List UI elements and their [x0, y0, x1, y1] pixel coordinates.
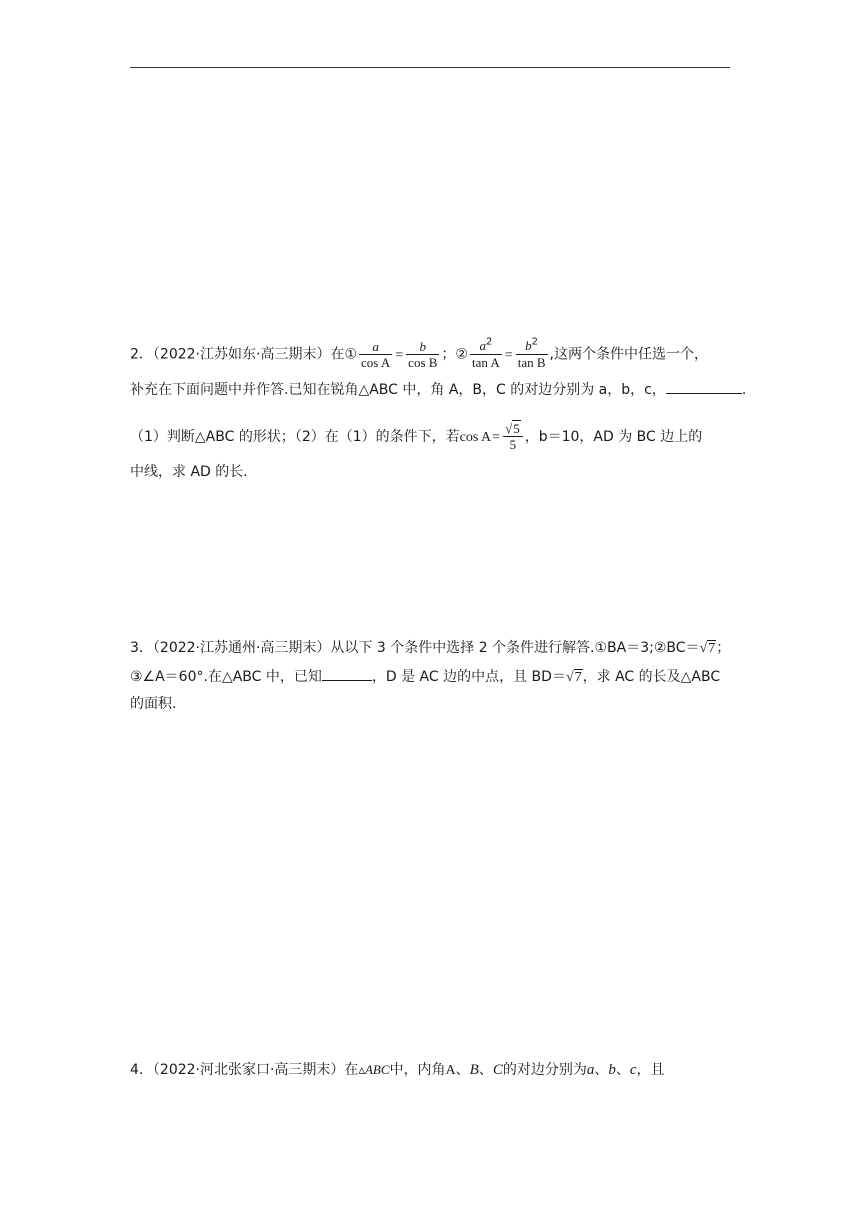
header-rule: [130, 67, 730, 68]
q2-cos-fraction: $\frac{√5}{5}$: [503, 421, 523, 453]
q3-line-3: 的面积.: [130, 696, 177, 712]
answer-blank[interactable]: [322, 666, 372, 681]
q3-line-2: ③∠A＝60°.在△ABC 中，已知 ，D 是 AC 边的中点，且 BD＝√7，求 AC 的长及△ABC: [130, 666, 720, 688]
q2-cond1-lhs: $\frac{a}{\text{cos A}}$: [361, 338, 391, 370]
q4-line-1: 4．（2022·河北张家口·高三期末）在▵ABC中，内角A、B、C的对边分别为a、b、c，且: [130, 1062, 665, 1078]
q2-cond1-rhs: $\frac{b}{\text{cos B}}$: [408, 338, 438, 370]
q2-line-1: 2．（2022·江苏如东·高三期末）在① $\frac{a}{\text{cos A}}$ = $\frac{b}{\text{cos B}}$ ；② $\frac{a^2}{\text{tan A}}$ = $\frac{b^2}{\text{tan B}}$ ,这两个条件中任选一个，: [130, 336, 708, 370]
sqrt-7: √7: [699, 641, 716, 656]
q2-cond2-rhs: $\frac{b^2}{\text{tan B}}$: [517, 336, 546, 370]
answer-blank[interactable]: [666, 379, 742, 394]
q2-line-2: 补充在下面问题中并作答.已知在锐角△ABC 中，角 A，B，C 的对边分别为 a，b，c， .: [130, 379, 746, 400]
q2-line-4: 中线，求 AD 的长.: [130, 464, 248, 480]
q3-line-1: 3．（2022·江苏通州·高三期末）从以下 3 个条件中选择 2 个条件进行解答.①BA＝3;②BC＝√7；: [130, 640, 731, 656]
q2-number: 2．: [130, 346, 153, 363]
q2-cond2-lhs: $\frac{a^2}{\text{tan A}}$: [471, 336, 500, 370]
q2-line-3: （1）判断△ABC 的形状；（2）在（1）的条件下，若cos A= $\frac{√5}{5}$ ，b＝10，AD 为 BC 边上的: [130, 421, 703, 452]
q2-source: （2022·江苏如东·高三期末）: [152, 346, 331, 363]
sqrt-7: √7: [565, 670, 582, 685]
